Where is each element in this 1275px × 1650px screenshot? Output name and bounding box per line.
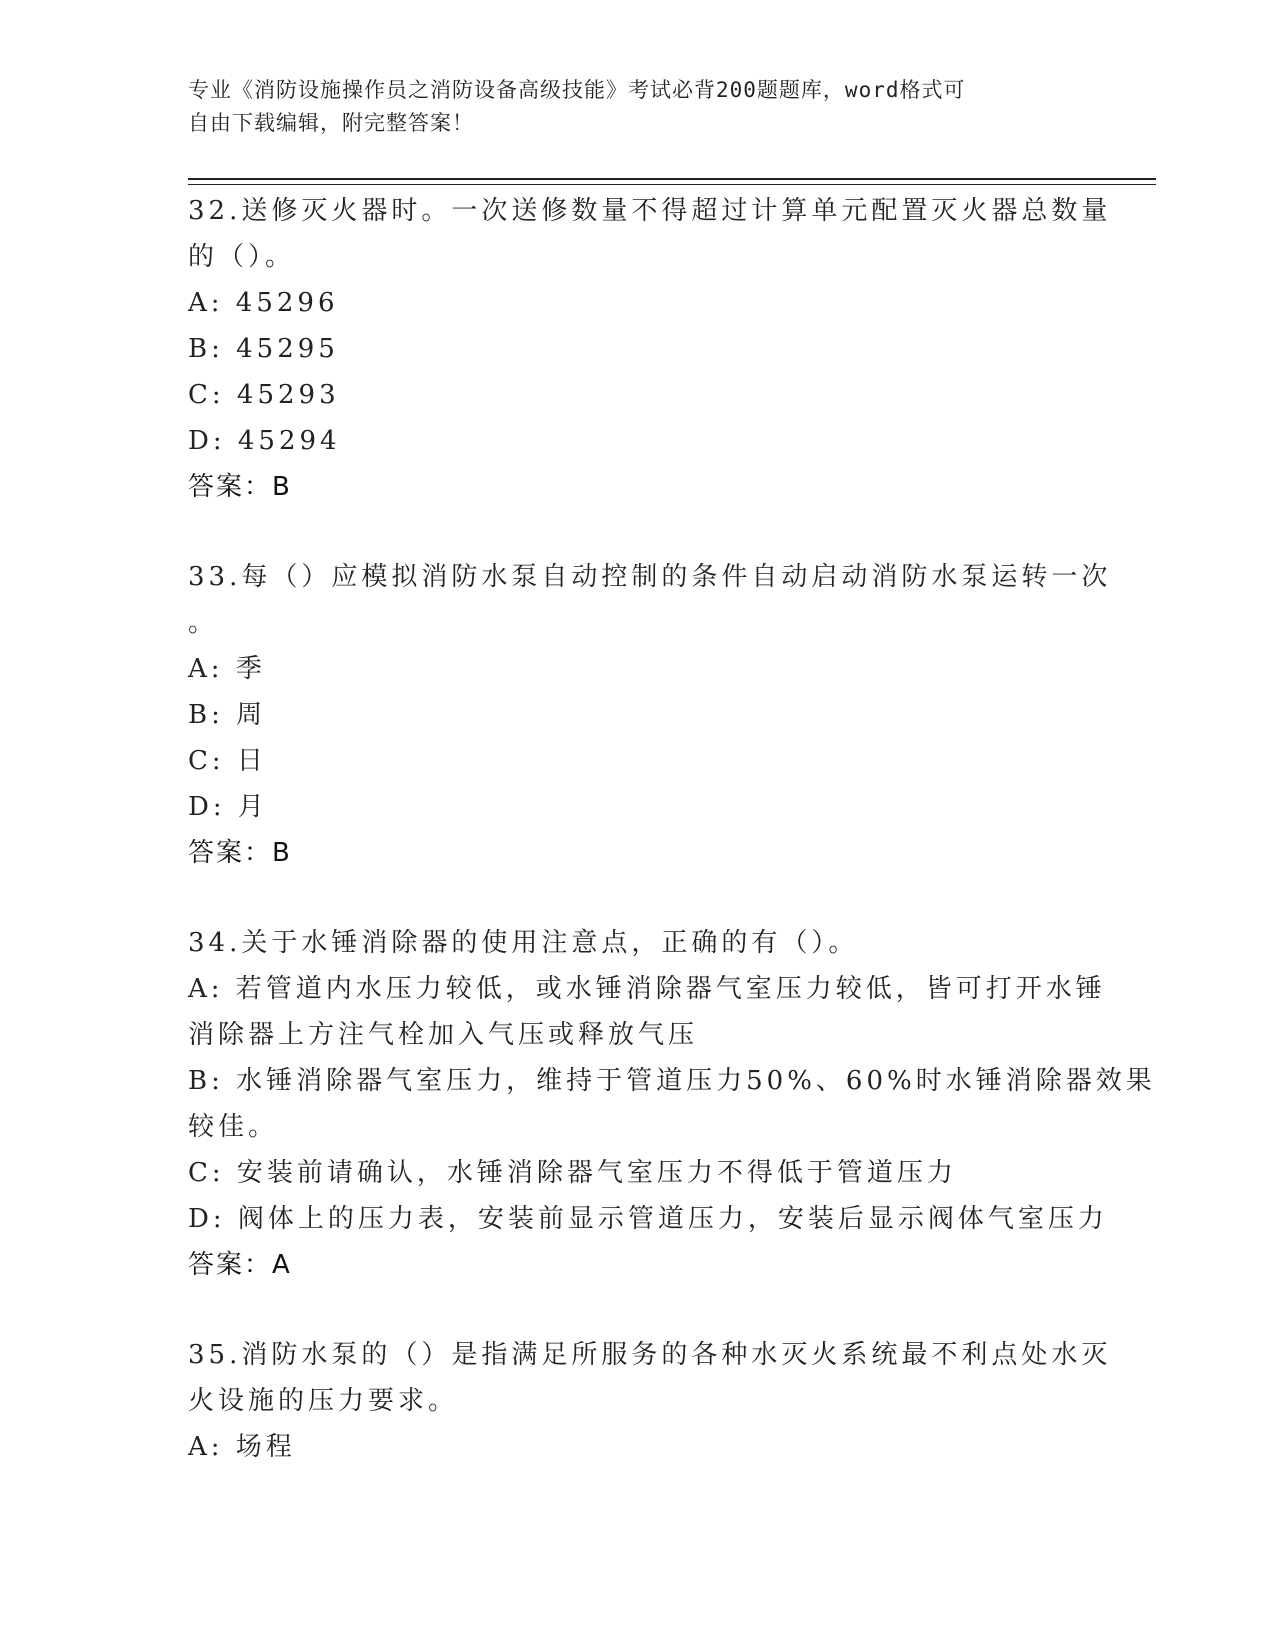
question-32 [188, 188, 1112, 510]
question-list [188, 188, 1156, 1470]
option-a: A: 45296 [188, 288, 339, 318]
question-34 [188, 920, 1156, 1288]
stem-line: 火设施的压力要求。 [188, 1386, 459, 1416]
option-c: C: 日 [188, 746, 267, 776]
option-c [188, 1150, 1088, 1196]
option-d: D: 月 [188, 792, 268, 822]
option-b: B: 周 [188, 700, 267, 730]
document-header [188, 74, 1078, 140]
answer: 答案：B [188, 838, 292, 868]
option-line: D: 阀体上的压力表，安装前显示管道压力，安装后显示阀体气室压力 [188, 1204, 1108, 1234]
header-rule-thick [188, 178, 1156, 180]
question-35 [188, 1332, 1112, 1470]
stem-line: 32.送修灭火器时。一次送修数量不得超过计算单元配置灭火器总数量 [188, 196, 1112, 226]
header-line-2: 自由下载编辑，附完整答案！ [188, 111, 474, 135]
option-line: B: 水锤消除器气室压力，维持于管道压力50%、60%时水锤消除器效果 [188, 1066, 1156, 1096]
option-b [188, 1058, 1156, 1150]
question-stem [188, 1332, 1112, 1424]
question-stem [188, 920, 1088, 966]
stem-line: 的（）。 [188, 242, 296, 272]
option-a: A: 场程 [188, 1432, 296, 1462]
answer: 答案：A [188, 1250, 292, 1280]
spacer [188, 876, 1088, 920]
spacer [188, 510, 1088, 554]
stem-line: 33.每（）应模拟消防水泵自动控制的条件自动启动消防水泵运转一次 [188, 562, 1112, 592]
stem-line: 35.消防水泵的（）是指满足所服务的各种水灭火系统最不利点处水灭 [188, 1340, 1112, 1370]
option-line: A: 若管道内水压力较低，或水锤消除器气室压力较低，皆可打开水锤 [188, 974, 1106, 1004]
header-rule-thin [188, 184, 1156, 185]
option-line: 较佳。 [188, 1112, 279, 1142]
option-d: D: 45294 [188, 426, 341, 456]
option-a: A: 季 [188, 654, 266, 684]
question-stem [188, 188, 1112, 280]
option-d [188, 1196, 1108, 1242]
header-line-1: 专业《消防设施操作员之消防设备高级技能》考试必背200题题库，word格式可 [188, 78, 966, 102]
stem-line: 34.关于水锤消除器的使用注意点，正确的有（）。 [188, 928, 859, 958]
spacer [188, 1288, 1088, 1332]
option-line: 消除器上方注气栓加入气压或释放气压 [188, 1020, 699, 1050]
question-33 [188, 554, 1112, 876]
option-c: C: 45293 [188, 380, 340, 410]
option-a [188, 966, 1106, 1058]
answer: 答案：B [188, 472, 292, 502]
option-line: C: 安装前请确认，水锤消除器气室压力不得低于管道压力 [188, 1158, 957, 1188]
option-b: B: 45295 [188, 334, 339, 364]
stem-line: 。 [188, 608, 219, 638]
question-stem [188, 554, 1112, 646]
